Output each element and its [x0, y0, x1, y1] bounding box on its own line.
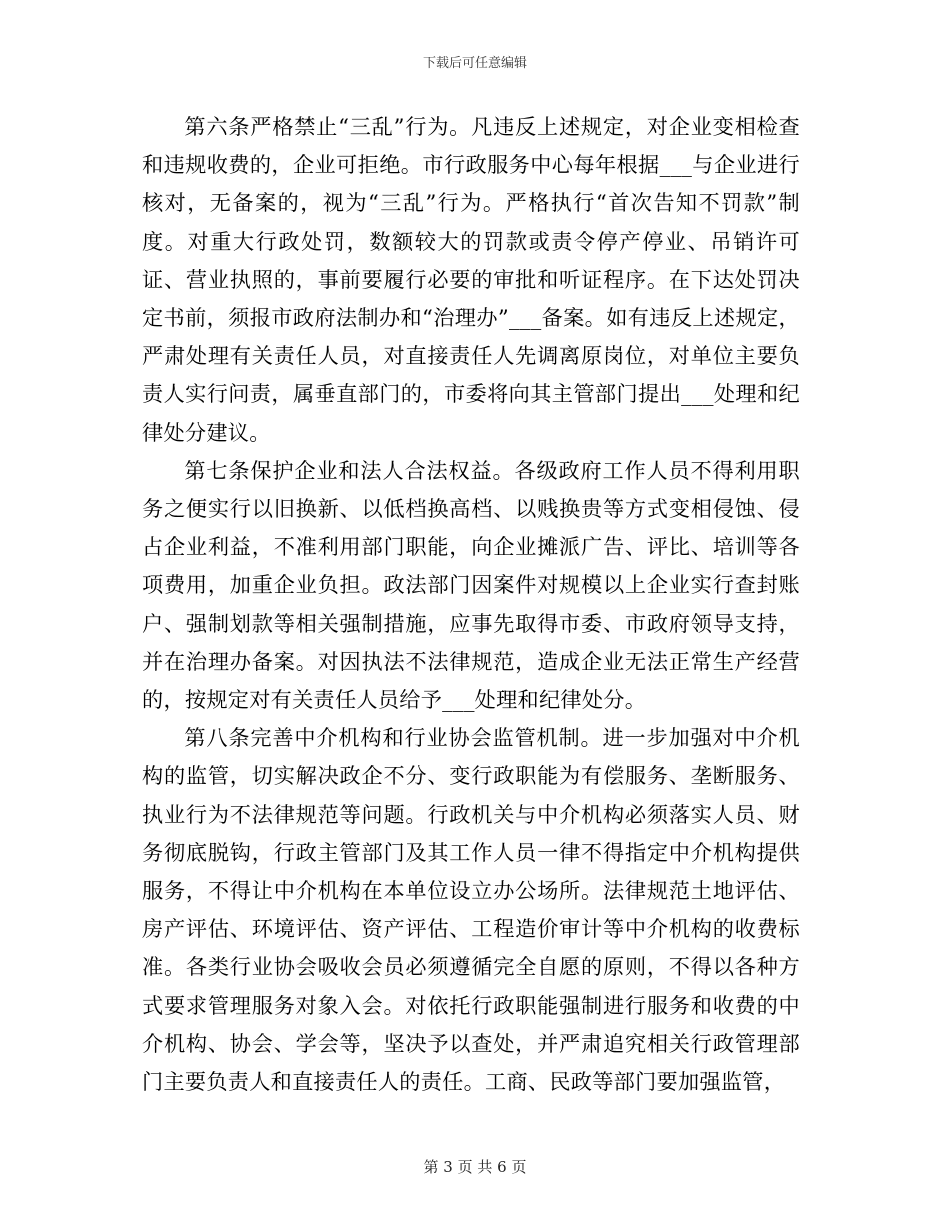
paragraph-article-8: 第八条完善中介机构和行业协会监管机制。进一步加强对中介机构的监管，切实解决政企不分、变行政职能为有偿服务、垄断服务、执业行为不法律规范等问题。行政机关与中介机构必须落实人员、财务彻底脱钩，行政主管部门及其工作人员一律不得指定中介机构提供服务，不得让中介机构在本单位设立办公场所。法律规范土地评估、房产评估、环境评估、资产评估、工程造价审计等中介机构的收费标准。各类行业协会吸收会员必须遵循完全自愿的原则，不得以各种方式要求管理服务对象入会。对依托行政职能强制进行服务和收费的中介机构、协会、学会等，坚决予以查处，并严肃追究相关行政管理部门主要负责人和直接责任人的责任。工商、民政等部门要加强监管，: [142, 725, 800, 1095]
paragraph-article-6: 第六条严格禁止“三乱”行为。凡违反上述规定，对企业变相检查和违规收费的，企业可拒绝。市行政服务中心每年根据___与企业进行核对，无备案的，视为“三乱”行为。严格执行“首次告知不罚款”制度。对重大行政处罚，数额较大的罚款或责令停产停业、吊销许可证、营业执照的，事前要履行必要的审批和听证程序。在下达处罚决定书前，须报市政府法制办和“治理办”___备案。如有违反上述规定，严肃处理有关责任人员，对直接责任人先调离原岗位，对单位主要负责人实行问责，属垂直部门的，市委将向其主管部门提出___处理和纪律处分建议。: [142, 114, 800, 445]
document-body: [142, 108, 800, 1101]
header-note: 下载后可任意编辑: [422, 56, 527, 71]
paragraph-article-7: 第七条保护企业和法人合法权益。各级政府工作人员不得利用职务之便实行以旧换新、以低档换高档、以贱换贵等方式变相侵蚀、侵占企业利益，不准利用部门职能，向企业摊派广告、评比、培训等各项费用，加重企业负担。政法部门因案件对规模以上企业实行查封账户、强制划款等相关强制措施，应事先取得市委、市政府领导支持，并在治理办备案。对因执法不法律规范，造成企业无法正常生产经营的，按规定对有关责任人员给予___处理和纪律处分。: [142, 457, 800, 713]
page-number: 第 3 页 共 6 页: [423, 1158, 527, 1176]
